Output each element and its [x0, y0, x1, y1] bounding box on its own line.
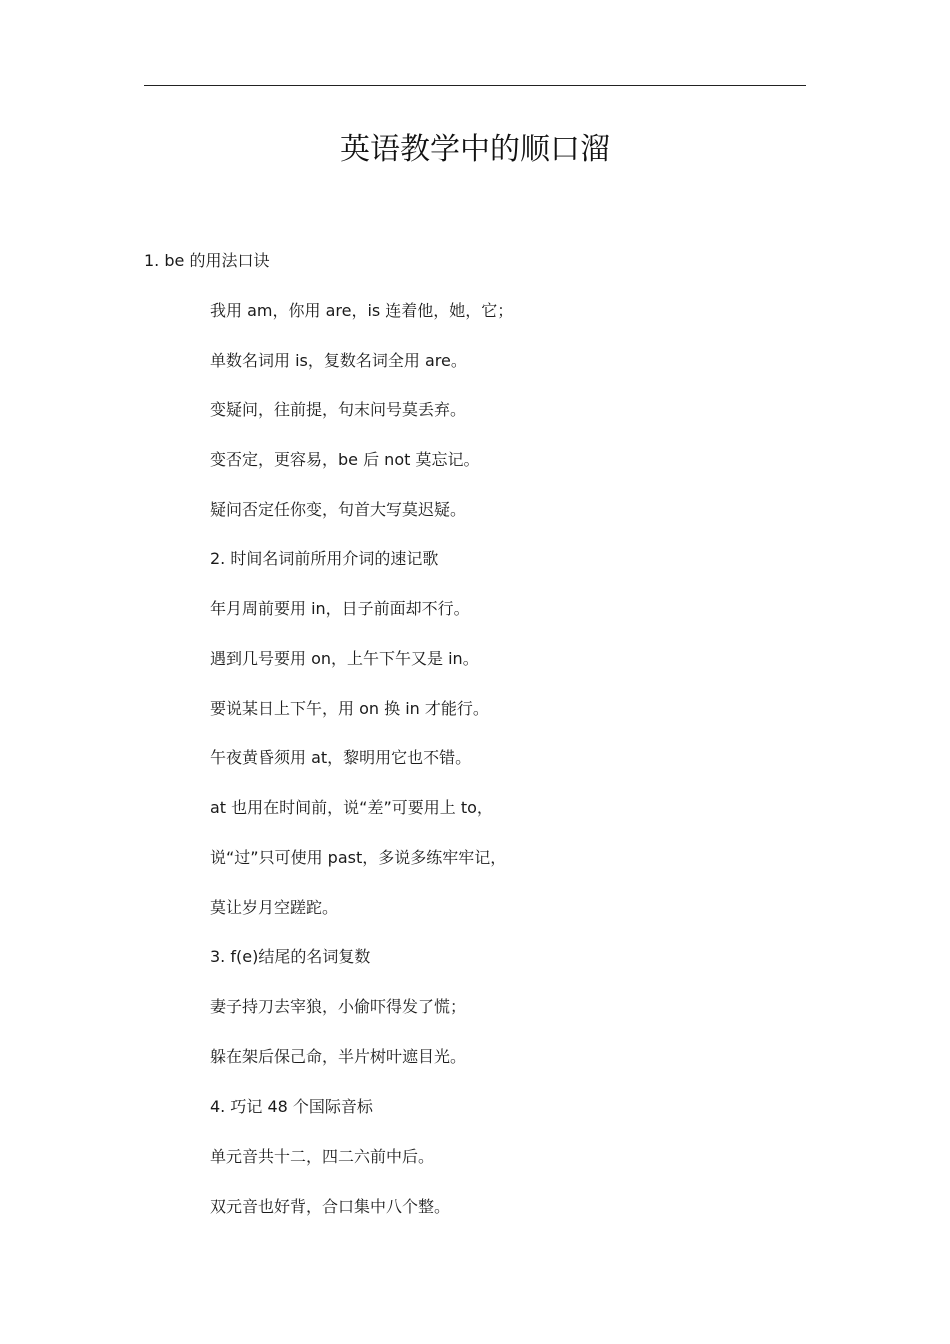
text-line: 要说某日上下午，用 on 换 in 才能行。: [210, 699, 489, 718]
text-line: 遇到几号要用 on，上午下午又是 in。: [210, 649, 479, 668]
section-heading-be: 1. be 的用法口诀: [144, 251, 270, 270]
text-line: 单元音共十二，四二六前中后。: [210, 1147, 435, 1166]
text-line: 莫让岁月空蹉跎。: [210, 898, 339, 917]
section-heading-phonetics: 4. 巧记 48 个国际音标: [210, 1097, 373, 1116]
text-line: 午夜黄昏须用 at，黎明用它也不错。: [210, 748, 472, 767]
section-heading-plural-nouns: 3. f(e)结尾的名词复数: [210, 947, 371, 966]
text-line: 年月周前要用 in，日子前面却不行。: [210, 599, 470, 618]
text-line: 单数名词用 is，复数名词全用 are。: [210, 351, 467, 370]
text-line: 双元音也好背，合口集中八个整。: [210, 1197, 451, 1216]
text-line: 变疑问，往前提，句末问号莫丢弃。: [210, 400, 467, 419]
text-line: 疑问否定任你变，句首大写莫迟疑。: [210, 500, 467, 519]
header-rule: [144, 85, 806, 86]
text-line: 说“过”只可使用 past，多说多练牢牢记，: [210, 848, 507, 867]
text-line: 躲在架后保己命，半片树叶遮目光。: [210, 1047, 467, 1066]
text-line: 我用 am，你用 are，is 连着他，她，它；: [210, 301, 514, 320]
section-heading-time-prepositions: 2. 时间名词前所用介词的速记歌: [210, 549, 439, 568]
text-line: 妻子持刀去宰狼，小偷吓得发了慌；: [210, 997, 467, 1016]
document-title: 英语教学中的顺口溜: [340, 132, 610, 167]
text-line: at 也用在时间前，说“差”可要用上 to，: [210, 798, 493, 817]
text-line: 变否定，更容易，be 后 not 莫忘记。: [210, 450, 480, 469]
